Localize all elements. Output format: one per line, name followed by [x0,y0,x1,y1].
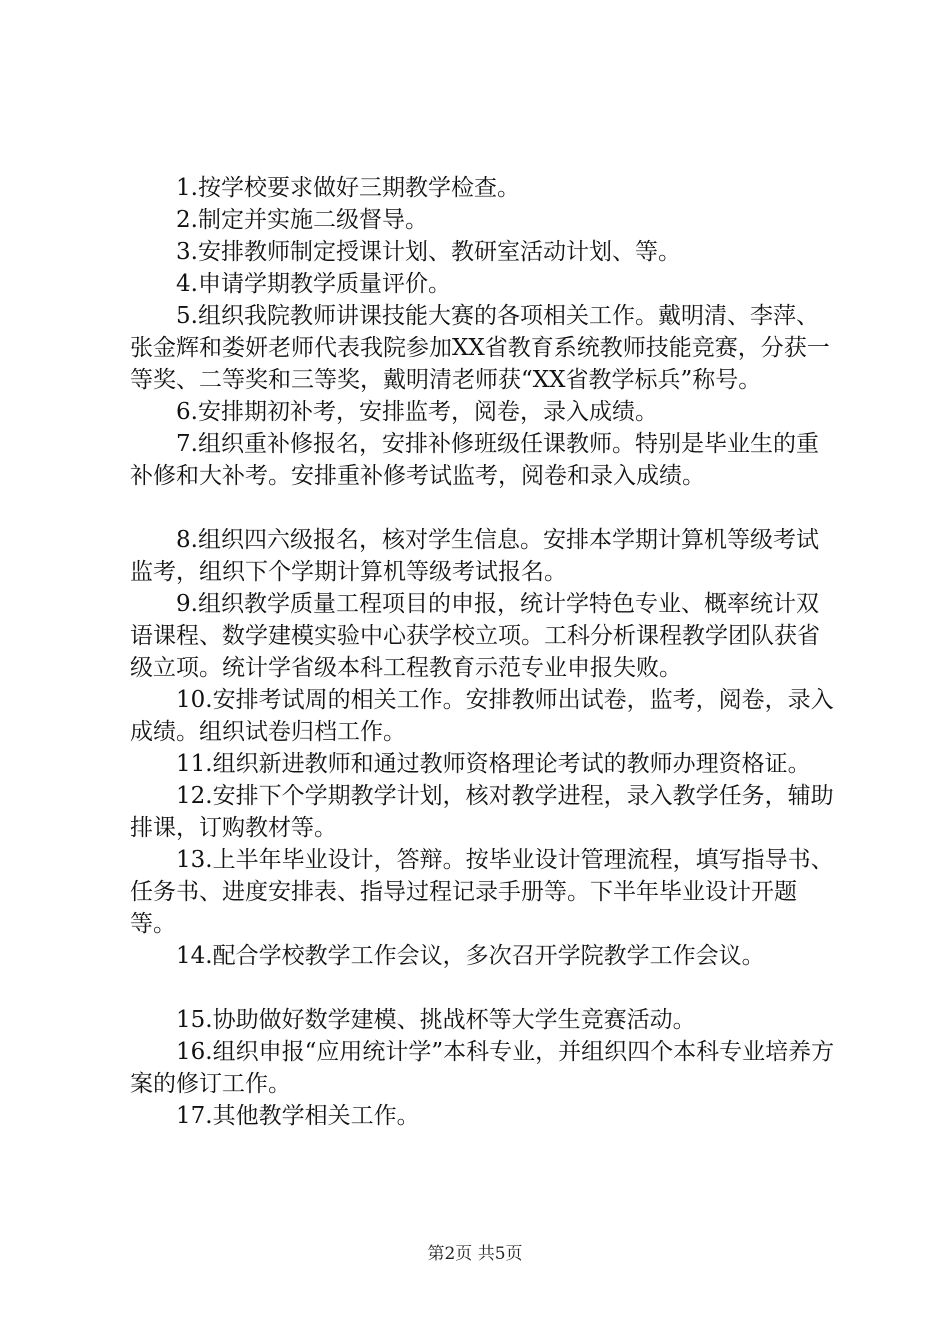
page-footer: 第2页 共5页 [427,1244,523,1264]
paragraph-15: 15.协助做好数学建模、挑战杯等大学生竞赛活动。 [176,1007,696,1033]
paragraph-5: 5.组织我院教师讲课技能大赛的各项相关工作。戴明清、李萍、张金辉和娄妍老师代表我院参加XX省教育系统教师技能竞赛，分获一等奖、二等奖和三等奖，戴明清老师获“XX省教学标兵”称号。 [130,303,830,393]
paragraph-12: 12.安排下个学期教学计划，核对教学进程，录入教学任务，辅助排课，订购教材等。 [130,783,834,841]
paragraph-1: 1.按学校要求做好三期教学检查。 [176,175,520,201]
paragraph-7: 7.组织重补修报名，安排补修班级任课教师。特别是毕业生的重补修和大补考。安排重补修考试监考，阅卷和录入成绩。 [130,431,819,489]
paragraph-14: 14.配合学校教学工作会议，多次召开学院教学工作会议。 [176,943,765,969]
paragraph-11: 11.组织新进教师和通过教师资格理论考试的教师办理资格证。 [176,751,811,777]
paragraph-8: 8.组织四六级报名，核对学生信息。安排本学期计算机等级考试监考，组织下个学期计算机等级考试报名。 [130,527,819,585]
paragraph-10: 10.安排考试周的相关工作。安排教师出试卷，监考，阅卷，录入成绩。组织试卷归档工作。 [130,687,834,745]
paragraph-2: 2.制定并实施二级督导。 [176,207,428,233]
paragraph-4: 4.申请学期教学质量评价。 [176,271,451,297]
paragraph-13: 13.上半年毕业设计，答辩。按毕业设计管理流程，填写指导书、任务书、进度安排表、指导过程记录手册等。下半年毕业设计开题等。 [130,847,834,937]
paragraph-6: 6.安排期初补考，安排监考，阅卷，录入成绩。 [176,399,658,425]
document-body [130,172,836,1132]
paragraph-9: 9.组织教学质量工程项目的申报，统计学特色专业、概率统计双语课程、数学建模实验中心获学校立项。工科分析课程教学团队获省级立项。统计学省级本科工程教育示范专业申报失败。 [130,591,820,681]
paragraph-17: 17.其他教学相关工作。 [176,1103,420,1129]
paragraph-3: 3.安排教师制定授课计划、教研室活动计划、等。 [176,239,681,265]
paragraph-16: 16.组织申报“应用统计学”本科专业，并组织四个本科专业培养方案的修订工作。 [130,1039,835,1097]
